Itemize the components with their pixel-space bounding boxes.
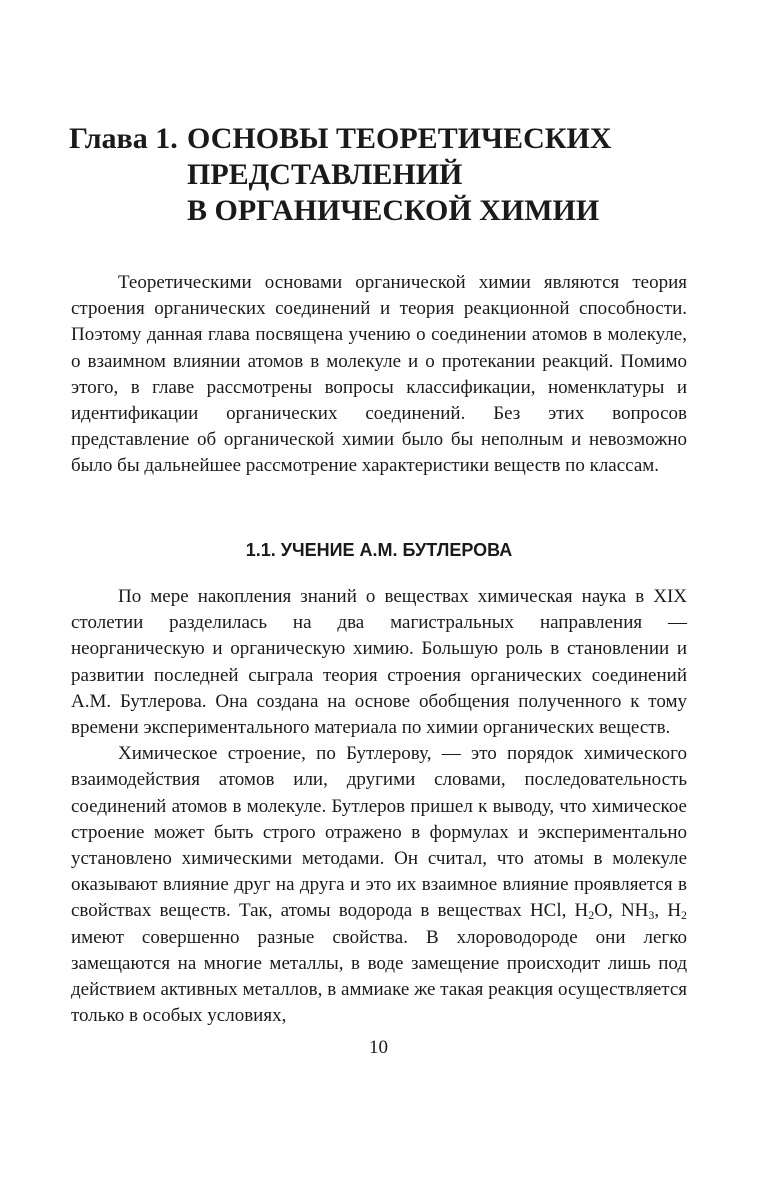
section-title: 1.1. УЧЕНИЕ А.М. БУТЛЕРОВА: [245, 540, 513, 560]
chapter-heading-line-1: [69, 121, 709, 157]
section-paragraph-2: [71, 741, 687, 1029]
chapter-title-part-3: В ОРГАНИЧЕСКОЙ ХИМИИ: [187, 194, 600, 227]
intro-paragraph: Теоретическими основами органической химии являются теория строения органических соединений и теория реакционной способности. Поэтому данная глава посвящена учению о соединении атомов в молекуле, о взаимном влиянии атомов в молекуле и о протекании реакций. Помимо этого, в главе рассмотрены вопросы классификации, номенклатуры и идентификации органических соединений. Без этих вопросов представление об органической химии было бы неполным и невозможно было бы дальнейшее рассмотрение характеристики веществ по классам.: [71, 272, 687, 477]
chapter-intro: [71, 270, 687, 480]
section-body: [71, 584, 687, 1029]
section-paragraph-1: По мере накопления знаний о веществах химическая наука в XIX столетии разделилась на два магистральных направления — неорганическую и органическую химию. Большую роль в становлении и развитии последней сыграла теория строения органических соединений А.М. Бутлерова. Она создана на основе обобщения полученного к тому времени экспериментального материала по химии органических веществ.: [71, 586, 687, 739]
formula-nh3: $NH_3$,: [620, 900, 660, 923]
paragraph-2-start: Химическое строение, по Бутлерову, — это порядок химического взаимодействия атомов или, другими словами, последовательность соединений атомов в молекуле. Бутлеров пришел к выводу, что химическое строение может быть строго отражено в формулах и экспериментально установлено химическими методами. Он считал, что атомы в молекуле оказывают влияние друг на друга и это их взаимное влияние проявляется в свойствах веществ. Так, атомы водорода в веществах: [71, 743, 687, 922]
chapter-heading: [69, 121, 709, 229]
chapter-number: Глава 1.: [69, 122, 178, 155]
chapter-title-part-2: ПРЕДСТАВЛЕНИЙ: [187, 158, 463, 191]
formula-hcl: HCl,: [529, 900, 567, 922]
paragraph-2-end: имеют совершенно разные свойства. В хлороводороде они легко замещаются на многие металлы, в воде замещение происходит лишь под действием активных металлов, в аммиаке же такая реакция осуществляется только в особых условиях,: [71, 926, 687, 1027]
formula-h2: $H_2$: [667, 900, 688, 923]
formula-h2o: $H_2O$,: [574, 900, 613, 923]
page-number: 10: [369, 1037, 388, 1058]
chapter-title-part-1: ОСНОВЫ ТЕОРЕТИЧЕСКИХ: [187, 122, 612, 155]
